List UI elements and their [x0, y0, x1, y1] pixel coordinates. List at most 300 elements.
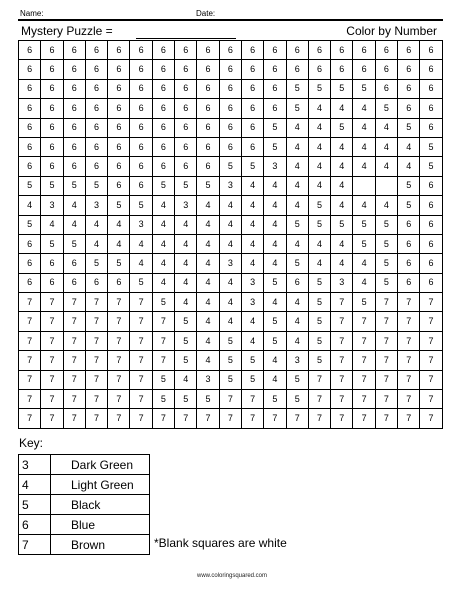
number-grid	[18, 40, 443, 429]
grid-cell: 7	[398, 409, 420, 428]
grid-cell: 5	[376, 254, 398, 273]
grid-cell: 7	[19, 371, 41, 390]
grid-cell: 6	[64, 138, 86, 157]
grid-cell: 3	[41, 196, 63, 215]
key-row	[19, 495, 150, 515]
grid-cell: 7	[108, 409, 130, 428]
key-color-name: Black	[51, 495, 150, 514]
grid-cell: 5	[175, 351, 197, 370]
grid-cell: 6	[86, 99, 108, 118]
key-number: 4	[19, 475, 51, 494]
grid-cell: 6	[309, 60, 331, 79]
grid-cell: 7	[108, 312, 130, 331]
grid-cell: 7	[420, 390, 442, 409]
grid-cell: 7	[64, 371, 86, 390]
grid-cell: 4	[353, 119, 375, 138]
key-number: 6	[19, 515, 51, 534]
key-row	[19, 535, 150, 555]
grid-cell: 4	[264, 196, 286, 215]
grid-cell: 5	[309, 351, 331, 370]
grid-cell: 7	[420, 371, 442, 390]
grid-cell: 4	[331, 254, 353, 273]
grid-cell: 6	[398, 60, 420, 79]
grid-cell: 6	[398, 80, 420, 99]
grid-cell: 3	[264, 157, 286, 176]
grid-cell: 6	[86, 41, 108, 60]
grid-cell: 3	[331, 274, 353, 293]
grid-cell: 5	[353, 293, 375, 312]
grid-cell: 4	[287, 119, 309, 138]
grid-cell: 5	[242, 351, 264, 370]
grid-cell: 7	[153, 409, 175, 428]
grid-cell: 6	[175, 60, 197, 79]
grid-cell: 4	[197, 254, 219, 273]
grid-cell: 7	[41, 371, 63, 390]
grid-cell: 6	[41, 138, 63, 157]
grid-cell: 6	[398, 41, 420, 60]
grid-cell: 6	[220, 80, 242, 99]
grid-cell: 4	[264, 293, 286, 312]
grid-cell: 4	[220, 274, 242, 293]
grid-cell: 6	[242, 80, 264, 99]
grid-cell: 7	[108, 293, 130, 312]
grid-cell: 5	[287, 371, 309, 390]
grid-cell: 5	[108, 254, 130, 273]
grid-cell: 5	[220, 371, 242, 390]
grid-cell: 4	[86, 235, 108, 254]
grid-cell: 4	[353, 196, 375, 215]
grid-cell: 5	[309, 332, 331, 351]
grid-cell: 6	[41, 41, 63, 60]
grid-cell: 6	[41, 119, 63, 138]
grid-cell: 7	[264, 409, 286, 428]
grid-cell: 6	[242, 41, 264, 60]
grid-cell: 4	[197, 216, 219, 235]
grid-cell: 6	[41, 60, 63, 79]
grid-cell: 7	[331, 332, 353, 351]
grid-cell: 6	[19, 254, 41, 273]
grid-cell: 5	[175, 177, 197, 196]
grid-cell: 4	[197, 235, 219, 254]
grid-cell: 7	[19, 409, 41, 428]
grid-cell: 7	[86, 312, 108, 331]
grid-cell: 4	[376, 119, 398, 138]
grid-cell: 5	[287, 216, 309, 235]
grid-cell: 7	[86, 293, 108, 312]
grid-cell: 4	[130, 254, 152, 273]
grid-cell: 4	[264, 216, 286, 235]
grid-cell: 6	[420, 196, 442, 215]
answer-line	[136, 38, 236, 39]
grid-cell: 5	[130, 274, 152, 293]
grid-cell: 7	[64, 409, 86, 428]
grid-cell	[376, 177, 398, 196]
grid-cell: 4	[19, 196, 41, 215]
grid-cell: 5	[309, 274, 331, 293]
grid-cell: 5	[86, 177, 108, 196]
grid-cell: 7	[353, 390, 375, 409]
grid-cell: 7	[86, 371, 108, 390]
grid-cell: 4	[309, 254, 331, 273]
grid-cell: 6	[420, 216, 442, 235]
grid-cell: 7	[242, 409, 264, 428]
grid-cell: 4	[287, 332, 309, 351]
grid-cell: 4	[331, 177, 353, 196]
key-row	[19, 475, 150, 495]
grid-cell: 5	[264, 119, 286, 138]
grid-cell: 3	[242, 293, 264, 312]
grid-cell: 6	[64, 41, 86, 60]
color-key-table	[18, 454, 150, 555]
grid-cell: 6	[19, 157, 41, 176]
grid-cell: 5	[309, 80, 331, 99]
grid-cell: 4	[220, 312, 242, 331]
grid-cell: 6	[153, 119, 175, 138]
grid-cell: 7	[175, 409, 197, 428]
grid-cell: 7	[86, 351, 108, 370]
grid-cell: 6	[64, 119, 86, 138]
grid-cell: 6	[220, 138, 242, 157]
grid-cell: 6	[309, 41, 331, 60]
puzzle-title: Mystery Puzzle =	[21, 24, 113, 38]
grid-cell: 5	[309, 293, 331, 312]
grid-cell: 7	[19, 351, 41, 370]
grid-cell: 4	[264, 351, 286, 370]
grid-cell: 3	[220, 177, 242, 196]
grid-cell: 4	[108, 235, 130, 254]
grid-cell: 6	[420, 41, 442, 60]
grid-cell: 6	[242, 138, 264, 157]
grid-cell: 6	[175, 119, 197, 138]
grid-cell: 5	[353, 216, 375, 235]
grid-cell: 6	[420, 177, 442, 196]
grid-cell: 7	[19, 312, 41, 331]
grid-cell: 6	[197, 119, 219, 138]
grid-cell: 4	[108, 216, 130, 235]
grid-cell: 5	[264, 138, 286, 157]
grid-cell: 4	[175, 293, 197, 312]
grid-cell: 4	[197, 293, 219, 312]
puzzle-type: Color by Number	[346, 24, 437, 38]
grid-cell: 5	[309, 216, 331, 235]
grid-cell: 7	[220, 390, 242, 409]
grid-cell: 6	[197, 41, 219, 60]
footer-url: www.coloringsquared.com	[196, 573, 268, 579]
grid-cell: 5	[331, 119, 353, 138]
grid-cell: 7	[309, 409, 331, 428]
grid-cell: 4	[309, 119, 331, 138]
grid-cell: 7	[64, 390, 86, 409]
grid-cell: 7	[331, 312, 353, 331]
grid-cell: 7	[153, 351, 175, 370]
grid-cell: 6	[353, 41, 375, 60]
grid-cell: 7	[19, 332, 41, 351]
grid-cell: 5	[197, 177, 219, 196]
grid-cell: 7	[130, 312, 152, 331]
grid-cell: 4	[242, 332, 264, 351]
grid-cell: 5	[19, 216, 41, 235]
grid-cell: 5	[41, 235, 63, 254]
grid-cell: 4	[242, 254, 264, 273]
grid-cell: 5	[353, 80, 375, 99]
grid-cell: 7	[353, 351, 375, 370]
grid-cell: 6	[331, 41, 353, 60]
grid-cell: 5	[287, 99, 309, 118]
grid-cell: 6	[86, 80, 108, 99]
grid-cell: 7	[130, 351, 152, 370]
grid-cell: 4	[242, 196, 264, 215]
grid-cell: 6	[331, 60, 353, 79]
grid-cell: 4	[376, 196, 398, 215]
grid-cell: 4	[242, 235, 264, 254]
grid-cell: 4	[264, 235, 286, 254]
grid-cell	[353, 177, 375, 196]
grid-cell: 6	[108, 157, 130, 176]
key-title: Key:	[19, 436, 44, 450]
key-number: 5	[19, 495, 51, 514]
grid-cell: 5	[264, 332, 286, 351]
grid-cell: 4	[287, 196, 309, 215]
grid-cell: 3	[220, 254, 242, 273]
grid-cell: 4	[331, 138, 353, 157]
grid-cell: 6	[19, 274, 41, 293]
grid-cell: 5	[376, 274, 398, 293]
grid-cell: 4	[242, 216, 264, 235]
grid-cell: 5	[398, 196, 420, 215]
grid-cell: 6	[287, 60, 309, 79]
date-label: Date:	[196, 9, 216, 18]
grid-cell: 6	[41, 274, 63, 293]
grid-cell: 6	[153, 41, 175, 60]
grid-cell: 4	[331, 196, 353, 215]
grid-cell: 7	[41, 351, 63, 370]
grid-cell: 4	[287, 235, 309, 254]
grid-cell: 5	[242, 371, 264, 390]
grid-cell: 6	[130, 99, 152, 118]
grid-cell: 6	[264, 99, 286, 118]
grid-cell: 7	[398, 312, 420, 331]
grid-cell: 7	[309, 390, 331, 409]
grid-cell: 6	[130, 41, 152, 60]
grid-cell: 4	[153, 274, 175, 293]
grid-cell: 6	[19, 80, 41, 99]
grid-cell: 7	[41, 332, 63, 351]
grid-cell: 7	[353, 409, 375, 428]
grid-cell: 4	[153, 216, 175, 235]
grid-cell: 5	[242, 157, 264, 176]
grid-cell: 5	[287, 80, 309, 99]
grid-cell: 4	[175, 371, 197, 390]
grid-cell: 6	[197, 157, 219, 176]
grid-cell: 6	[86, 60, 108, 79]
grid-cell: 5	[353, 235, 375, 254]
grid-cell: 6	[376, 60, 398, 79]
grid-cell: 5	[287, 254, 309, 273]
grid-cell: 6	[420, 60, 442, 79]
grid-cell: 6	[130, 119, 152, 138]
grid-cell: 5	[64, 235, 86, 254]
grid-cell: 6	[153, 157, 175, 176]
grid-cell: 7	[398, 390, 420, 409]
grid-cell: 6	[108, 80, 130, 99]
grid-cell: 6	[64, 80, 86, 99]
grid-cell: 7	[153, 312, 175, 331]
grid-cell: 3	[175, 196, 197, 215]
grid-cell: 5	[309, 196, 331, 215]
grid-cell: 4	[287, 138, 309, 157]
grid-cell: 7	[398, 351, 420, 370]
grid-cell: 6	[64, 274, 86, 293]
grid-cell: 6	[153, 138, 175, 157]
grid-cell: 4	[331, 99, 353, 118]
grid-cell: 6	[41, 254, 63, 273]
grid-cell: 6	[197, 80, 219, 99]
grid-cell: 6	[220, 119, 242, 138]
grid-cell: 6	[264, 41, 286, 60]
grid-cell: 6	[108, 99, 130, 118]
grid-cell: 5	[175, 390, 197, 409]
blank-squares-note: *Blank squares are white	[154, 536, 287, 550]
grid-cell: 6	[376, 41, 398, 60]
grid-cell: 6	[108, 119, 130, 138]
grid-cell: 5	[264, 274, 286, 293]
grid-cell: 6	[130, 138, 152, 157]
grid-cell: 7	[376, 332, 398, 351]
grid-cell: 4	[41, 216, 63, 235]
key-color-name: Blue	[51, 515, 150, 534]
grid-cell: 5	[220, 351, 242, 370]
grid-cell: 7	[353, 312, 375, 331]
grid-cell: 6	[86, 274, 108, 293]
title-row	[18, 22, 443, 40]
grid-cell: 6	[242, 60, 264, 79]
grid-cell: 6	[420, 99, 442, 118]
grid-cell: 6	[398, 216, 420, 235]
grid-cell: 6	[153, 99, 175, 118]
key-row	[19, 455, 150, 475]
grid-cell: 7	[331, 293, 353, 312]
grid-cell: 6	[398, 254, 420, 273]
grid-cell: 5	[376, 216, 398, 235]
grid-cell: 7	[376, 293, 398, 312]
grid-cell: 7	[197, 409, 219, 428]
grid-cell: 6	[175, 99, 197, 118]
grid-cell: 6	[19, 41, 41, 60]
grid-cell: 4	[331, 157, 353, 176]
grid-cell: 7	[41, 409, 63, 428]
grid-cell: 6	[19, 119, 41, 138]
grid-cell: 6	[86, 138, 108, 157]
grid-cell: 7	[420, 332, 442, 351]
grid-cell: 3	[242, 274, 264, 293]
grid-cell: 4	[175, 254, 197, 273]
grid-cell: 5	[264, 312, 286, 331]
key-row	[19, 515, 150, 535]
grid-cell: 7	[398, 371, 420, 390]
grid-cell: 6	[64, 157, 86, 176]
grid-cell: 6	[86, 157, 108, 176]
grid-cell: 6	[108, 177, 130, 196]
grid-cell: 6	[175, 138, 197, 157]
grid-cell: 6	[19, 235, 41, 254]
grid-cell: 7	[398, 293, 420, 312]
grid-cell: 6	[398, 235, 420, 254]
grid-cell: 7	[64, 293, 86, 312]
grid-cell: 5	[420, 157, 442, 176]
grid-cell: 6	[41, 99, 63, 118]
grid-cell: 6	[175, 157, 197, 176]
grid-cell: 7	[130, 390, 152, 409]
grid-cell: 7	[19, 293, 41, 312]
grid-cell: 6	[197, 60, 219, 79]
grid-cell: 6	[197, 99, 219, 118]
grid-cell: 5	[376, 99, 398, 118]
name-label: Name:	[20, 9, 44, 18]
grid-cell: 7	[86, 332, 108, 351]
grid-cell: 7	[331, 351, 353, 370]
grid-cell: 3	[197, 371, 219, 390]
grid-cell: 6	[242, 99, 264, 118]
grid-cell: 6	[264, 80, 286, 99]
grid-cell: 7	[130, 332, 152, 351]
grid-cell: 6	[398, 99, 420, 118]
grid-cell: 6	[287, 41, 309, 60]
grid-cell: 7	[420, 409, 442, 428]
grid-cell: 4	[353, 138, 375, 157]
grid-cell: 4	[197, 196, 219, 215]
grid-cell: 5	[153, 371, 175, 390]
grid-cell: 4	[86, 216, 108, 235]
grid-cell: 7	[41, 390, 63, 409]
grid-cell: 6	[19, 60, 41, 79]
grid-cell: 5	[19, 177, 41, 196]
grid-cell: 4	[220, 235, 242, 254]
grid-cell: 7	[287, 409, 309, 428]
grid-cell: 6	[41, 157, 63, 176]
grid-cell: 4	[264, 371, 286, 390]
grid-cell: 5	[220, 332, 242, 351]
grid-cell: 7	[398, 332, 420, 351]
grid-cell: 5	[220, 157, 242, 176]
grid-cell: 7	[19, 390, 41, 409]
grid-cell: 7	[86, 390, 108, 409]
grid-cell: 4	[309, 99, 331, 118]
grid-cell: 4	[220, 293, 242, 312]
grid-cell: 5	[376, 235, 398, 254]
grid-cell: 7	[376, 409, 398, 428]
grid-cell: 4	[398, 138, 420, 157]
grid-cell: 4	[153, 235, 175, 254]
grid-cell: 7	[64, 351, 86, 370]
grid-cell: 7	[130, 293, 152, 312]
grid-cell: 5	[130, 196, 152, 215]
grid-cell: 6	[108, 41, 130, 60]
key-number: 3	[19, 455, 51, 474]
grid-cell: 4	[309, 157, 331, 176]
grid-cell: 7	[64, 312, 86, 331]
grid-cell: 5	[197, 390, 219, 409]
grid-cell: 5	[41, 177, 63, 196]
key-color-name: Dark Green	[51, 455, 150, 474]
grid-cell: 4	[398, 157, 420, 176]
key-number: 7	[19, 535, 51, 554]
grid-cell: 7	[309, 371, 331, 390]
grid-cell: 7	[86, 409, 108, 428]
grid-cell: 3	[130, 216, 152, 235]
grid-cell: 5	[398, 119, 420, 138]
grid-cell: 6	[130, 80, 152, 99]
grid-cell: 4	[353, 157, 375, 176]
